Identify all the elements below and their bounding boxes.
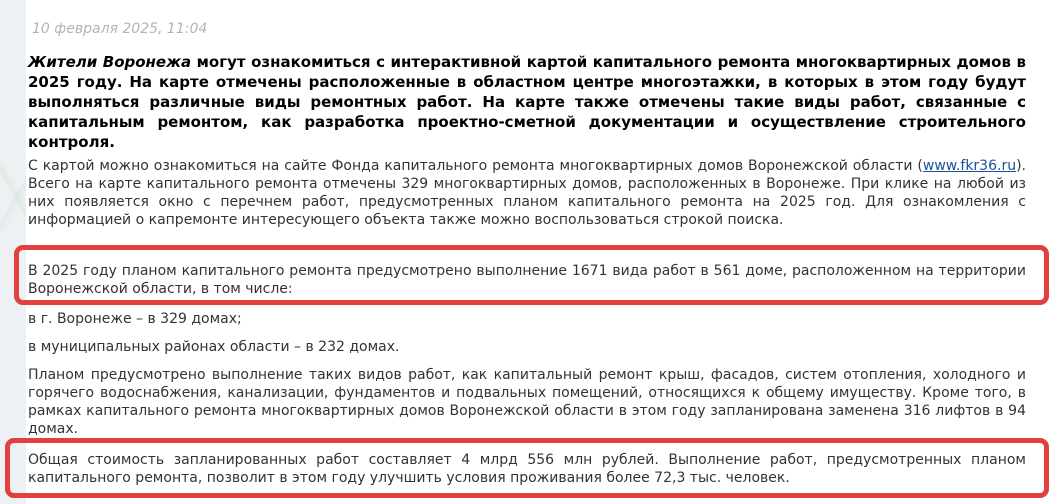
paragraph-plan-summary: В 2025 году планом капитального ремонта предусмотрено выполнение 1671 вида работ в 561 доме, расположенном на территории Воронежской области, в том числе: <box>28 263 1026 297</box>
article-lead <box>28 52 1026 152</box>
paragraph-text: С картой можно ознакомиться на сайте Фонда капитального ремонта многоквартирных домов Воронежской области ( <box>28 158 923 174</box>
paragraph-text: ). Всего на карте капитального ремонта отмечены 329 многоквартирных домов, расположенных в Воронеже. При клике на любой из них появляется окно с перечнем работ, предусмотренных планом капитального ремонта на 2025 год. Для ознакомления с информацией о капремонте интересующего объекта также можно воспользоваться строкой поиска. <box>28 158 1026 228</box>
paragraph-total-cost: Общая стоимость запланированных работ составляет 4 млрд 556 млн рублей. Выполнение работ, предусмотренных планом капитального ремонта, позволит в этом году улучшить условия проживания более 72,3 тыс. человек. <box>28 452 1026 486</box>
paragraph-work-types: Планом предусмотрено выполнение таких видов работ, как капитальный ремонт крыш, фасадов, систем отопления, холодного и горячего водоснабжения, канализации, фундаментов и подвальных помещений, относящихся к общему имуществу. Кроме того, в рамках капитального ремонта многоквартирных домов Воронежской области в этом году запланирована заменена 316 лифтов в 94 домах. <box>28 367 1026 437</box>
paragraph-voronezh-count: в г. Воронеже – в 329 домах; <box>28 311 242 327</box>
highlight-box-plan <box>14 245 1049 305</box>
lead-italic-text: Жители Воронежа <box>28 53 192 71</box>
paragraph-map-info <box>28 157 1026 245</box>
highlight-box-cost <box>5 438 1049 498</box>
fkr36-link[interactable]: www.fkr36.ru <box>922 158 1017 174</box>
paragraph-districts-count: в муниципальных районах области – в 232 домах. <box>28 339 400 355</box>
article-date: 10 февраля 2025, 11:04 <box>32 21 208 37</box>
lead-text: могут ознакомиться с интерактивной картой капитального ремонта многоквартирных домов в 2025 году. На карте отмечены расположенные в областном центре многоэтажки, в которых в этом году будут выполняться различные виды ремонтных работ. На карте также отмечены такие виды работ, связанные с капитальным ремонтом, как разработка проектно-сметной документации и осуществление строительного контроля. <box>28 53 1026 151</box>
